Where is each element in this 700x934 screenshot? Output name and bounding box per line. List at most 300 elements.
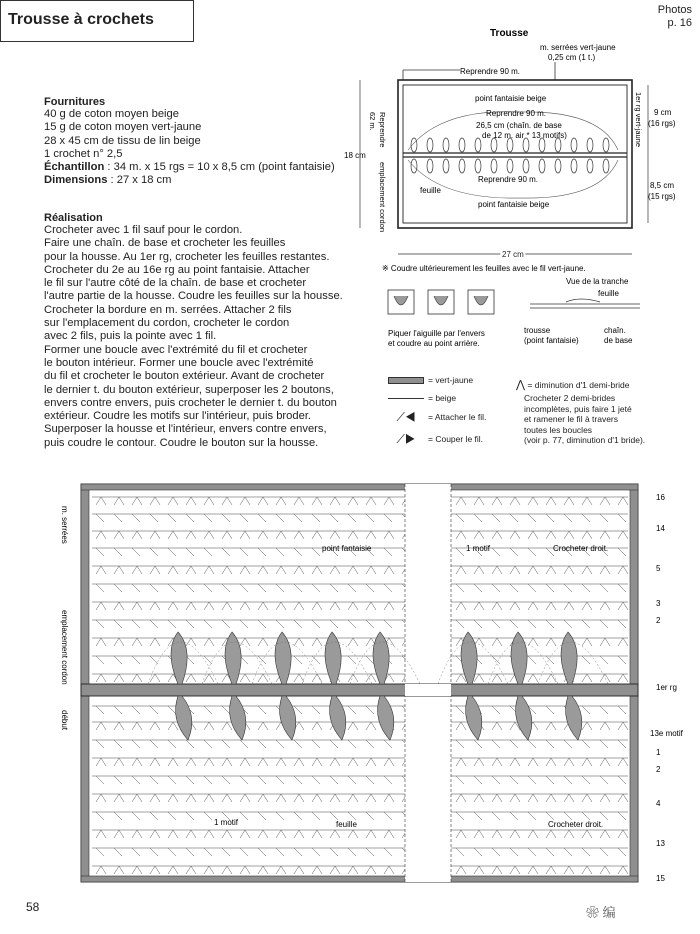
stitch-mark — [240, 620, 248, 628]
stitch-mark — [96, 602, 106, 610]
stitch-mark — [492, 638, 502, 646]
stitch-mark — [168, 531, 178, 539]
stitch-mark — [600, 602, 610, 610]
stitch-mark — [618, 497, 628, 505]
reprendre-62-label: Reprendre — [378, 112, 387, 148]
stitch-mark — [546, 638, 556, 646]
leaf-motif-lower — [566, 696, 582, 740]
stitch-mark — [132, 794, 142, 802]
stitch-mark — [456, 848, 464, 856]
stitch-mark — [96, 638, 106, 646]
stitch-mark — [186, 794, 196, 802]
stitch-mark — [600, 794, 610, 802]
stitch-mark — [564, 566, 574, 574]
stitch-mark — [294, 566, 304, 574]
row-label-2b: 2 — [656, 765, 661, 774]
stitch-mark — [348, 497, 358, 505]
emplacement-cordon-label: emplacement cordon — [378, 162, 387, 233]
stitch-mark — [600, 566, 610, 574]
beige-swatch — [388, 398, 424, 399]
stitch-mark — [132, 584, 140, 592]
feuille-detail-label: feuille — [598, 289, 619, 298]
stitch-mark — [258, 548, 266, 556]
stitch-mark — [582, 497, 592, 505]
stitch-mark — [474, 758, 484, 766]
stitch-mark — [600, 866, 610, 874]
stitch-mark — [474, 514, 482, 522]
stitch-mark — [186, 566, 196, 574]
stitch-mark — [474, 830, 484, 838]
stitch-mark — [240, 602, 250, 610]
diminution-label: = diminution d'1 demi-bride — [527, 380, 630, 390]
stitch-mark — [510, 514, 518, 522]
stitch-mark — [204, 776, 212, 784]
stitch-mark — [384, 866, 394, 874]
stitch-mark — [366, 866, 376, 874]
stitch-mark — [618, 566, 628, 574]
sewing-note: ※ Coudre ultérieurement les feuilles avec le fil vert-jaune. — [382, 264, 586, 273]
stitch-mark — [546, 584, 554, 592]
stitch-mark — [276, 531, 286, 539]
row-label-1: 1 — [656, 748, 661, 757]
leaf-row-top — [411, 138, 609, 152]
stitch-mark — [114, 584, 122, 592]
point-fantaisie-bottom: point fantaisie beige — [478, 200, 550, 209]
stitch-mark — [330, 584, 338, 592]
realisation-section — [44, 212, 364, 450]
stitch-mark — [222, 848, 230, 856]
stitch-mark — [96, 776, 104, 784]
first-row-label: 1er rg vert-jaune — [634, 92, 643, 148]
stitch-mark — [132, 722, 142, 730]
stitch-mark — [510, 848, 518, 856]
stitch-mark — [600, 620, 608, 628]
stitch-mark — [546, 602, 556, 610]
stitch-mark — [528, 830, 538, 838]
stitch-mark — [150, 620, 158, 628]
stitch-mark — [186, 740, 194, 748]
stitch-mark — [168, 848, 176, 856]
stitch-mark — [492, 620, 500, 628]
stitch-mark — [168, 866, 178, 874]
stitch-mark — [132, 531, 142, 539]
stitch-mark — [546, 514, 554, 522]
stitch-mark — [456, 866, 466, 874]
echantillon-line — [44, 161, 364, 174]
stitch-mark — [366, 758, 376, 766]
stitch-mark — [582, 584, 590, 592]
stitch-mark — [456, 794, 466, 802]
stitch-mark — [96, 620, 104, 628]
watermark — [586, 902, 616, 921]
stitch-mark — [528, 531, 538, 539]
stitch-mark — [276, 548, 284, 556]
stitch-mark — [348, 758, 358, 766]
stitch-mark — [258, 620, 266, 628]
stitch-mark — [528, 740, 536, 748]
stitch-mark — [546, 758, 556, 766]
stitch-mark — [222, 514, 230, 522]
stitch-mark — [222, 531, 232, 539]
legend-right — [516, 378, 700, 446]
stitch-mark — [258, 758, 268, 766]
stitch-mark — [114, 531, 124, 539]
stitch-mark — [546, 776, 554, 784]
stitch-mark — [240, 830, 250, 838]
stitch-mark — [312, 674, 322, 682]
stitch-mark — [96, 866, 106, 874]
stitch-mark — [456, 514, 464, 522]
stitch-mark — [276, 794, 286, 802]
stitch-mark — [528, 776, 536, 784]
stitch-mark — [582, 722, 592, 730]
stitch-mark — [186, 830, 196, 838]
chart-debut: début — [60, 710, 69, 731]
stitch-mark — [114, 794, 124, 802]
stitch-mark — [150, 794, 160, 802]
stitch-mark — [294, 758, 304, 766]
trousse-title: Trousse — [490, 28, 529, 39]
stitch-mark — [186, 866, 196, 874]
stitch-mark — [366, 830, 376, 838]
leaf-motif-upper — [461, 632, 477, 684]
stitch-mark — [600, 514, 608, 522]
stitch-mark — [384, 602, 394, 610]
stitch-mark — [510, 620, 518, 628]
dimensions-value: : 27 x 18 cm — [107, 174, 172, 187]
stitch-mark — [492, 740, 500, 748]
stitch-mark — [600, 812, 608, 820]
stitch-mark — [564, 758, 574, 766]
stitch-mark — [564, 830, 574, 838]
stitch-mark — [384, 812, 392, 820]
leaf-motif-lower — [466, 696, 482, 740]
stitch-mark — [546, 740, 554, 748]
stitch-mark — [600, 584, 608, 592]
stitch-mark — [348, 531, 358, 539]
stitch-mark — [456, 740, 464, 748]
stitch-mark — [222, 497, 232, 505]
stitch-mark — [348, 794, 358, 802]
stitch-mark — [510, 776, 518, 784]
stitch-mark — [330, 497, 340, 505]
trousse-diagram — [340, 22, 700, 280]
diminution-description: Crocheter 2 demi-brides incomplètes, puis faire 1 jeté et ramener le fil à travers toutes les boucles (voir p. 77, diminution d'1 bride). — [524, 393, 646, 445]
stitch-mark — [330, 740, 338, 748]
stitch-mark — [276, 602, 286, 610]
stitch-mark — [132, 548, 140, 556]
stitch-mark — [258, 602, 268, 610]
stitch-mark — [96, 531, 106, 539]
stitch-mark — [204, 722, 214, 730]
stitch-mark — [96, 706, 104, 714]
stitch-mark — [114, 674, 124, 682]
stitch-mark — [312, 514, 320, 522]
stitch-mark — [564, 620, 572, 628]
stitch-mark — [366, 740, 374, 748]
stitch-mark — [492, 830, 502, 838]
stitch-mark — [384, 497, 394, 505]
stitch-mark — [492, 706, 500, 714]
stitch-mark — [294, 514, 302, 522]
stitch-mark — [150, 638, 160, 646]
leaf-motif-lower — [330, 696, 346, 740]
stitch-mark — [312, 497, 322, 505]
stitch-mark — [312, 706, 320, 714]
stitch-mark — [168, 740, 176, 748]
stitch-mark — [276, 514, 284, 522]
stitch-mark — [366, 566, 376, 574]
row-label-13: 13 — [656, 839, 665, 848]
stitch-mark — [456, 776, 464, 784]
feuille-label: feuille — [420, 186, 441, 195]
stitch-mark — [276, 620, 284, 628]
stitch-mark — [186, 674, 196, 682]
stitch-mark — [168, 758, 178, 766]
stitch-mark — [366, 514, 374, 522]
stitch-mark — [240, 740, 248, 748]
stitch-mark — [294, 848, 302, 856]
stitch-mark — [600, 722, 610, 730]
stitch-mark — [366, 497, 376, 505]
stitch-mark — [618, 848, 626, 856]
stitch-mark — [276, 758, 286, 766]
stitch-mark — [456, 706, 464, 714]
leaf-motif-lower — [280, 696, 296, 740]
photos-label: Photos — [657, 4, 692, 16]
fournitures-line: 40 g de coton moyen beige — [44, 108, 179, 120]
stitch-mark — [258, 638, 268, 646]
chain-line-2: de 12 m. air * 13 motifs) — [482, 131, 567, 140]
stitch-mark — [312, 866, 322, 874]
stitch-mark — [474, 531, 484, 539]
stitch-mark — [276, 812, 284, 820]
stitch-mark — [528, 758, 538, 766]
stitch-mark — [96, 497, 106, 505]
stitch-mark — [114, 656, 122, 664]
stitch-mark — [186, 548, 194, 556]
stitch-mark — [618, 740, 626, 748]
dimensions-label: Dimensions — [44, 174, 108, 187]
stitch-mark — [294, 706, 302, 714]
stitch-mark — [240, 674, 250, 682]
stitch-mark — [492, 497, 502, 505]
stitch-mark — [582, 531, 592, 539]
stitch-mark — [546, 497, 556, 505]
leaf-motif-upper — [561, 632, 577, 684]
stitch-mark — [222, 740, 230, 748]
stitch-mark — [546, 674, 556, 682]
stitch-mark — [474, 620, 482, 628]
stitch-mark — [150, 866, 160, 874]
stitch-mark — [582, 776, 590, 784]
stitch-mark — [96, 584, 104, 592]
stitch-mark — [186, 848, 194, 856]
stitch-mark — [150, 740, 158, 748]
stitch-mark — [96, 830, 106, 838]
legend-diminution — [516, 378, 700, 391]
stitch-mark — [348, 740, 356, 748]
stitch-mark — [312, 584, 320, 592]
stitch-mark — [312, 638, 322, 646]
stitch-mark — [618, 722, 628, 730]
stitch-mark — [186, 514, 194, 522]
stitch-mark — [294, 812, 302, 820]
stitch-mark — [204, 514, 212, 522]
stitch-mark — [492, 514, 500, 522]
stitch-mark — [582, 740, 590, 748]
stitch-mark — [240, 514, 248, 522]
stitch-mark — [150, 830, 160, 838]
stitch-mark — [276, 830, 286, 838]
nine-cm: 9 cm — [654, 108, 672, 117]
stitch-mark — [114, 740, 122, 748]
stitch-mark — [240, 848, 248, 856]
stitch-mark — [258, 584, 266, 592]
stitch-mark — [150, 602, 160, 610]
stitch-mark — [510, 602, 520, 610]
stitch-mark — [582, 866, 592, 874]
stitch-mark — [456, 722, 466, 730]
stitch-mark — [582, 638, 592, 646]
stitch-mark — [600, 674, 610, 682]
stitch-mark — [492, 548, 500, 556]
first-row-band — [81, 684, 638, 696]
trousse-detail-sub: (point fantaisie) — [524, 336, 579, 345]
leaf-motif-upper — [325, 632, 341, 684]
stitch-mark — [564, 776, 572, 784]
stitch-mark — [258, 776, 266, 784]
stitch-mark — [150, 812, 158, 820]
stitch-mark — [150, 514, 158, 522]
stitch-mark — [528, 656, 536, 664]
stitch-mark — [384, 620, 392, 628]
stitch-mark — [168, 566, 178, 574]
stitch-mark — [330, 758, 340, 766]
stitch-mark — [330, 866, 340, 874]
stitch-mark — [186, 812, 194, 820]
stitch-mark — [348, 674, 358, 682]
stitch-mark — [150, 497, 160, 505]
stitch-mark — [564, 584, 572, 592]
stitch-mark — [204, 830, 214, 838]
stitch-mark — [132, 740, 140, 748]
stitch-mark — [114, 638, 124, 646]
stitch-mark — [204, 531, 214, 539]
stitch-mark — [456, 830, 466, 838]
stitch-mark — [240, 584, 248, 592]
stitch-mark — [618, 602, 628, 610]
decrease-symbol-icon: ⋀ — [516, 379, 526, 391]
stitch-mark — [132, 638, 142, 646]
row-label-5: 5 — [656, 564, 661, 573]
fournitures-line: 15 g de coton moyen vert-jaune — [44, 121, 202, 134]
stitch-mark — [294, 548, 302, 556]
stitch-mark — [222, 866, 232, 874]
stitch-mark — [186, 602, 196, 610]
stitch-mark — [546, 722, 556, 730]
stitch-mark — [150, 531, 160, 539]
stitch-mark — [114, 566, 124, 574]
stitch-mark — [168, 548, 176, 556]
stitch-mark — [294, 794, 304, 802]
stitch-mark — [222, 776, 230, 784]
stitch-mark — [276, 776, 284, 784]
stitch-mark — [510, 497, 520, 505]
stitch-mark — [114, 497, 124, 505]
stitch-mark — [240, 812, 248, 820]
stitch-mark — [240, 548, 248, 556]
stitch-mark — [204, 848, 212, 856]
stitch-mark — [240, 776, 248, 784]
stitch-mark — [492, 656, 500, 664]
stitch-mark — [348, 776, 356, 784]
stitch-mark — [132, 656, 140, 664]
stitch-mark — [330, 830, 340, 838]
stitch-mark — [294, 584, 302, 592]
stitch-mark — [132, 497, 142, 505]
stitch-mark — [222, 830, 232, 838]
stitch-mark — [366, 812, 374, 820]
stitch-mark — [600, 638, 610, 646]
stitch-mark — [492, 566, 502, 574]
stitch-mark — [528, 812, 536, 820]
stitch-mark — [456, 812, 464, 820]
stitch-mark — [546, 531, 556, 539]
stitch-mark — [312, 740, 320, 748]
stitch-mark — [114, 830, 124, 838]
stitch-mark — [168, 497, 178, 505]
chart-crocheter-droit-top: Crocheter droit. — [553, 544, 609, 553]
stitch-mark — [510, 531, 520, 539]
stitch-mark — [132, 758, 142, 766]
stitch-mark — [564, 848, 572, 856]
stitch-mark — [600, 740, 608, 748]
stitch-mark — [276, 566, 286, 574]
sewing-step-icons — [388, 290, 494, 314]
stitch-mark — [600, 758, 610, 766]
stitch-mark — [312, 602, 322, 610]
stitch-mark — [348, 620, 356, 628]
stitch-mark — [258, 848, 266, 856]
page-number: 58 — [26, 900, 40, 914]
stitch-mark — [384, 830, 394, 838]
stitch-mark — [186, 584, 194, 592]
stitch-mark — [330, 848, 338, 856]
stitch-mark — [366, 584, 374, 592]
stitch-mark — [132, 848, 140, 856]
stitch-mark — [114, 602, 124, 610]
stitch-mark — [150, 656, 158, 664]
stitch-mark — [618, 514, 626, 522]
stitch-mark — [312, 531, 322, 539]
leaf-motif-lower — [378, 696, 394, 740]
row-label-4: 4 — [656, 799, 661, 808]
stitch-mark — [258, 830, 268, 838]
stitch-mark — [618, 674, 628, 682]
stitch-mark — [492, 848, 500, 856]
stitch-mark — [456, 584, 464, 592]
stitch-mark — [186, 497, 196, 505]
chart-one-motif-top: 1 motif — [466, 544, 491, 553]
stitch-mark — [618, 812, 626, 820]
stitch-mark — [582, 620, 590, 628]
stitch-mark — [312, 548, 320, 556]
row-label-first: 1er rg — [656, 683, 677, 692]
stitch-mark — [312, 722, 322, 730]
stitch-mark — [564, 812, 572, 820]
reprendre-bottom: Reprendre 90 m. — [478, 175, 539, 184]
